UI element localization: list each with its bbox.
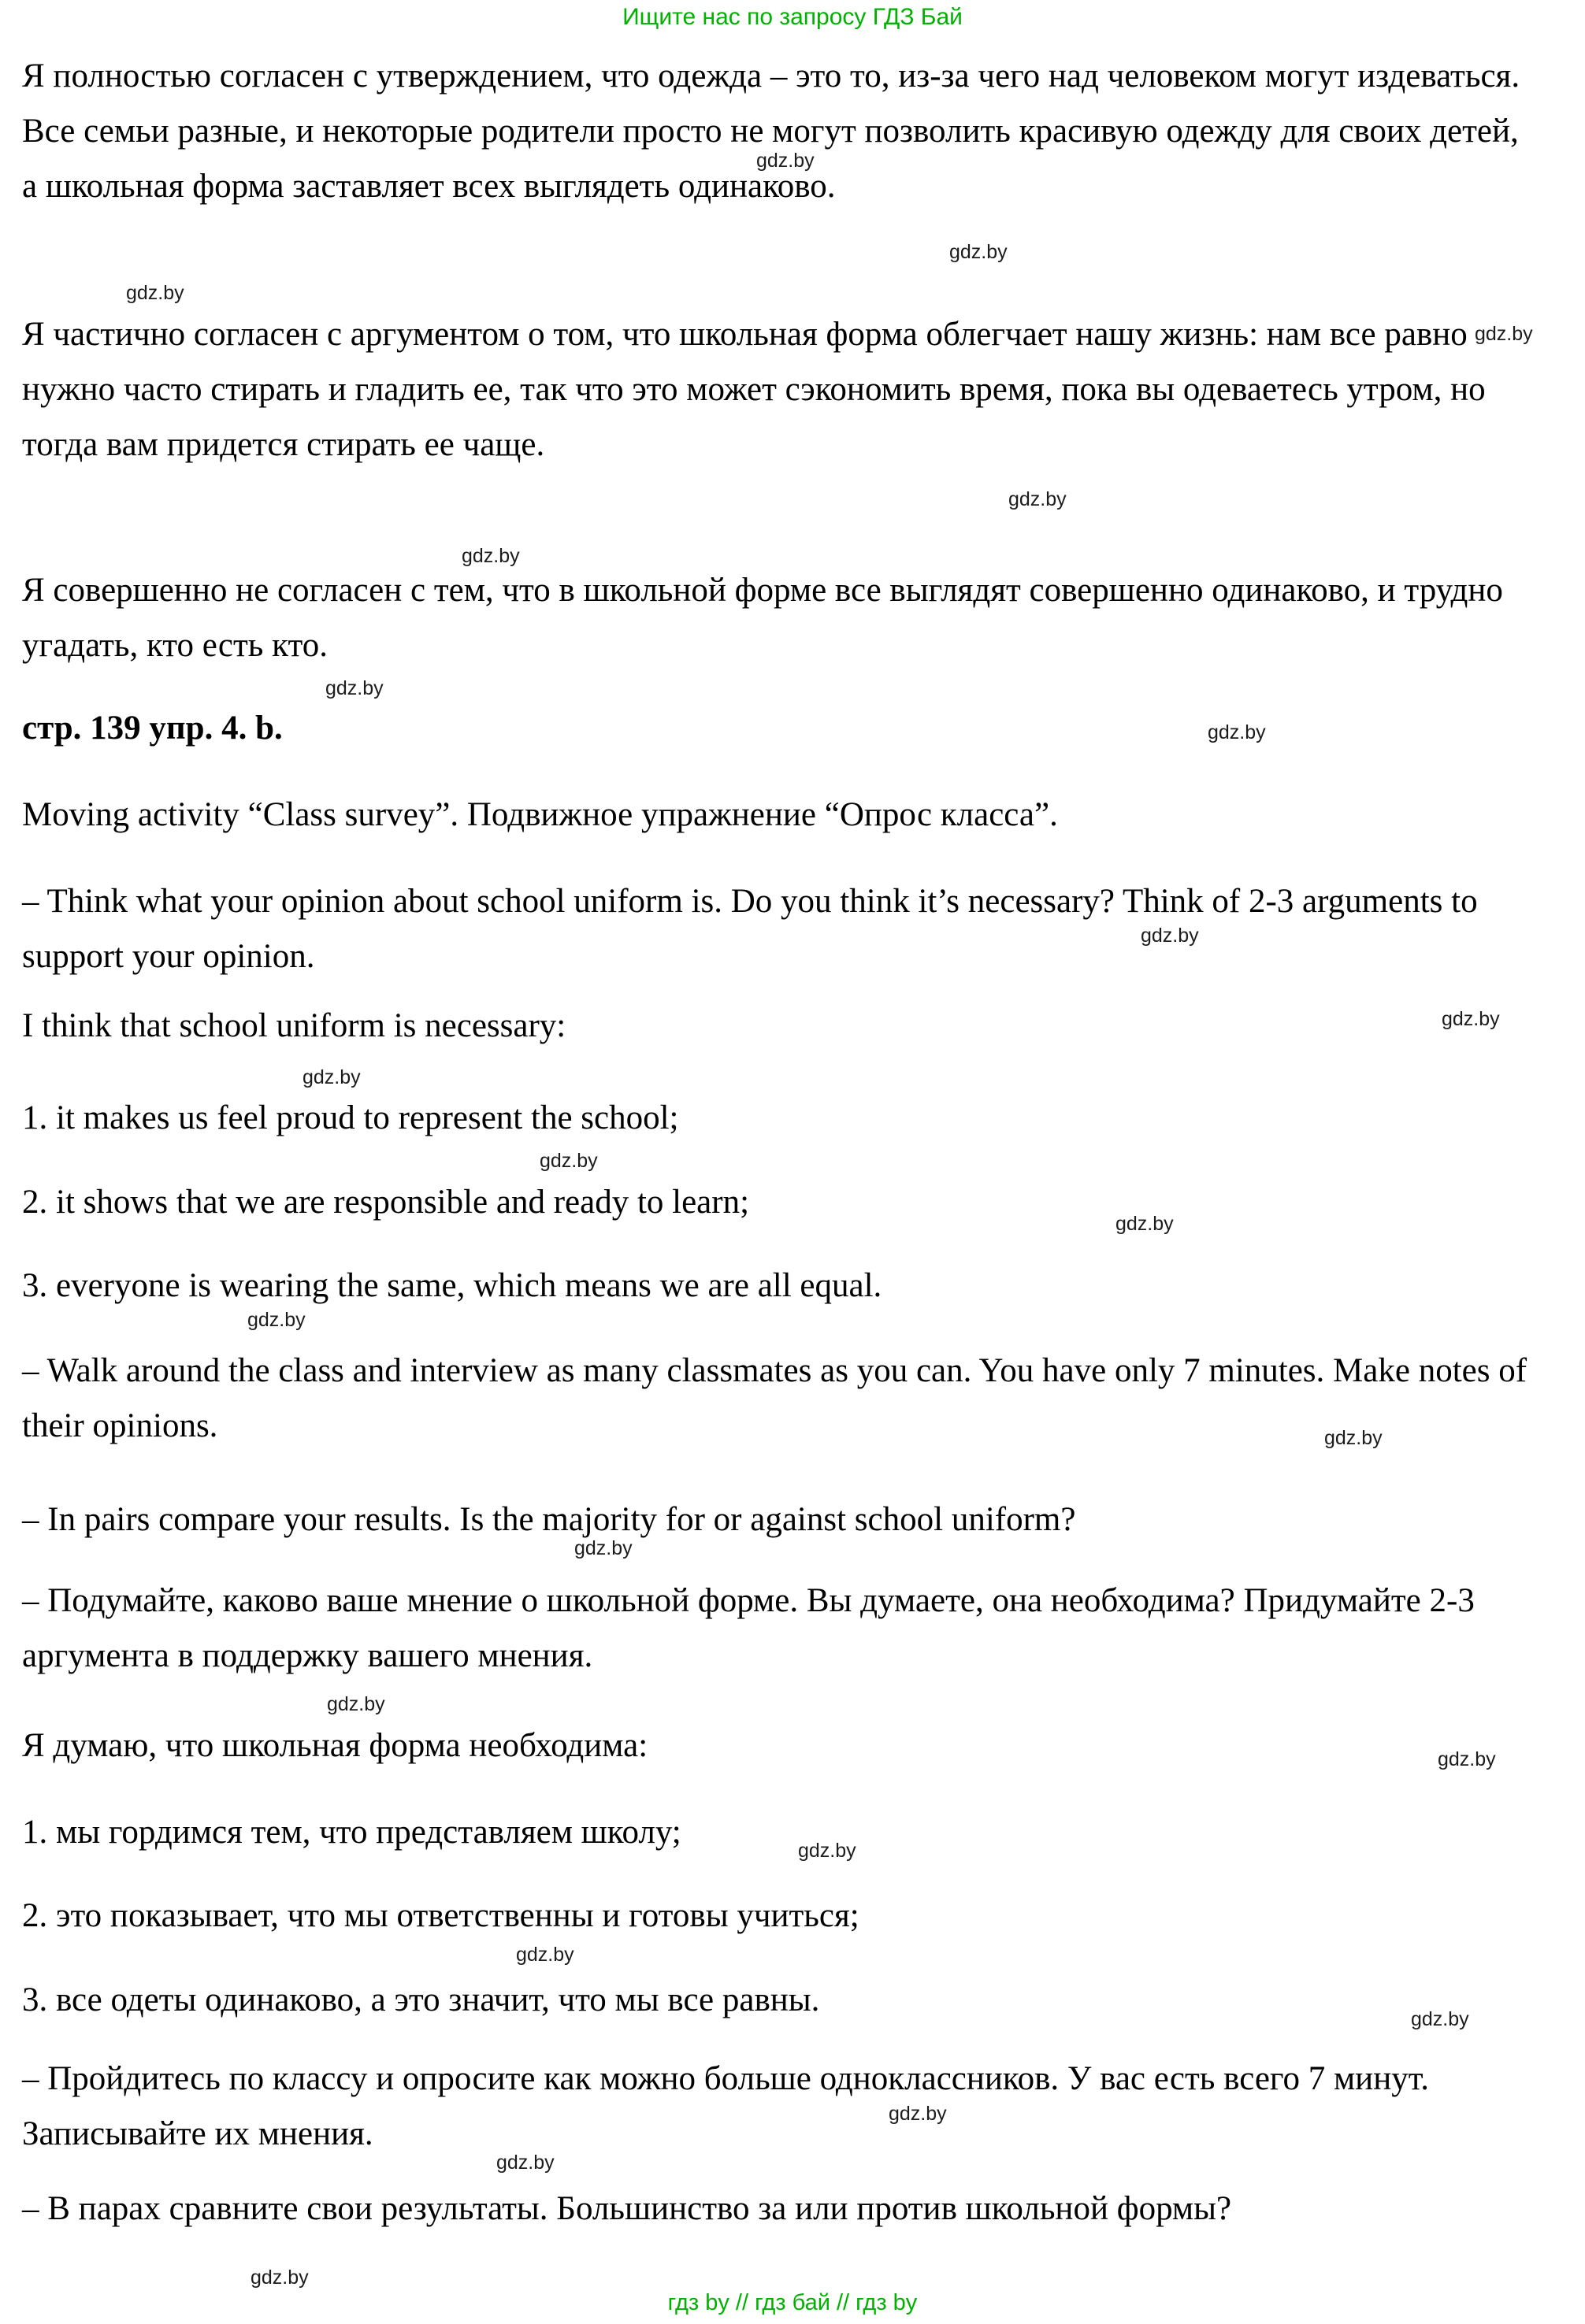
gdzby-watermark: gdz.by (247, 1309, 306, 1331)
gdzby-watermark: gdz.by (126, 282, 184, 304)
gdzby-watermark: gdz.by (303, 1066, 361, 1088)
gdzby-watermark: gdz.by (1442, 1008, 1500, 1030)
gdzby-watermark: gdz.by (949, 241, 1008, 263)
gdzby-watermark: gdz.by (1115, 1213, 1174, 1235)
paragraph-partly-agree-ru: Я частично согласен с аргументом о том, что школьная форма облегчает нашу жизнь: нам все равно нужно часто стирать и гладить ее, так что это может сэкономить время, пока вы одеваетесь утром, но тогда вам придется стирать ее чаще. (22, 316, 1486, 463)
paragraph-task-walk-ru: – Пройдитесь по классу и опросите как можно больше одноклассников. У вас есть всего 7 минут. Записывайте их мнения. (22, 2060, 1430, 2152)
gdzby-watermark: gdz.by (496, 2152, 555, 2174)
paragraph-task-pairs-ru: – В парах сравните свои результаты. Большинство за или против школьной формы? (22, 2190, 1232, 2227)
gdzby-watermark: gdz.by (327, 1693, 385, 1715)
paragraph-task-pairs-en: – In pairs compare your results. Is the majority for or against school uniform? (22, 1501, 1076, 1538)
list-item-ru-3: 3. все одеты одинаково, а это значит, что мы все равны. (22, 1981, 820, 2018)
list-item-ru-2: 2. это показывает, что мы ответственны и готовы учиться; (22, 1897, 859, 1934)
gdzby-watermark: gdz.by (251, 2267, 309, 2289)
gdzby-watermark: gdz.by (516, 1944, 574, 1966)
paragraph-disagree-ru: Я совершенно не согласен с тем, что в школьной форме все выглядят совершенно одинаково, и трудно угадать, кто есть кто. (22, 572, 1503, 664)
list-item-en-2: 2. it shows that we are responsible and ready to learn; (22, 1184, 750, 1221)
paragraph-task-think-en: – Think what your opinion about school uniform is. Do you think it’s necessary? Think of 2-3 arguments to support your opinion. (22, 883, 1478, 975)
gdzby-watermark: gdz.by (1438, 1748, 1496, 1770)
gdzby-watermark: gdz.by (540, 1150, 598, 1172)
paragraph-opinion-intro-ru: Я думаю, что школьная форма необходима: (22, 1727, 648, 1764)
gdzby-watermark: gdz.by (462, 545, 520, 567)
list-item-en-3: 3. everyone is wearing the same, which means we are all equal. (22, 1267, 882, 1304)
paragraph-task-think-ru: – Подумайте, каково ваше мнение о школьной форме. Вы думаете, она необходима? Придумайте 2-3 аргумента в поддержку вашего мнения. (22, 1582, 1475, 1674)
page-footer: гдз by // гдз бай // гдз by (667, 2290, 918, 2315)
gdzby-watermark: gdz.by (325, 677, 384, 699)
gdzby-watermark: gdz.by (1411, 2008, 1469, 2030)
heading-page-exercise: стр. 139 упр. 4. b. (22, 710, 283, 747)
list-item-ru-1: 1. мы гордимся тем, что представляем школу; (22, 1814, 681, 1851)
paragraph-opinion-intro-en: I think that school uniform is necessary: (22, 1007, 566, 1044)
gdzby-watermark: gdz.by (1475, 323, 1533, 345)
gdzby-watermark: gdz.by (1324, 1427, 1383, 1449)
list-item-en-1: 1. it makes us feel proud to represent the school; (22, 1099, 679, 1136)
gdzby-watermark: gdz.by (1008, 488, 1067, 510)
paragraph-fully-agree-ru: Я полностью согласен с утверждением, что одежда – это то, из-за чего над человеком могут издеваться. Все семьи разные, и некоторые родители просто не могут позволить красивую одежду для своих детей, а школьная форма заставляет всех выглядеть одинаково. (22, 57, 1520, 205)
gdzby-watermark: gdz.by (1141, 925, 1199, 947)
gdzby-watermark: gdz.by (574, 1537, 633, 1559)
paragraph-activity-title: Moving activity “Class survey”. Подвижное упражнение “Опрос класса”. (22, 796, 1058, 833)
page-header-search-hint: Ищите нас по запросу ГДЗ Бай (622, 4, 963, 30)
gdzby-watermark: gdz.by (798, 1840, 856, 1862)
gdzby-watermark: gdz.by (889, 2103, 947, 2125)
paragraph-task-walk-en: – Walk around the class and interview as many classmates as you can. You have only 7 minutes. Make notes of their opinions. (22, 1352, 1527, 1444)
gdzby-watermark: gdz.by (1208, 721, 1266, 743)
gdzby-watermark: gdz.by (756, 150, 815, 172)
